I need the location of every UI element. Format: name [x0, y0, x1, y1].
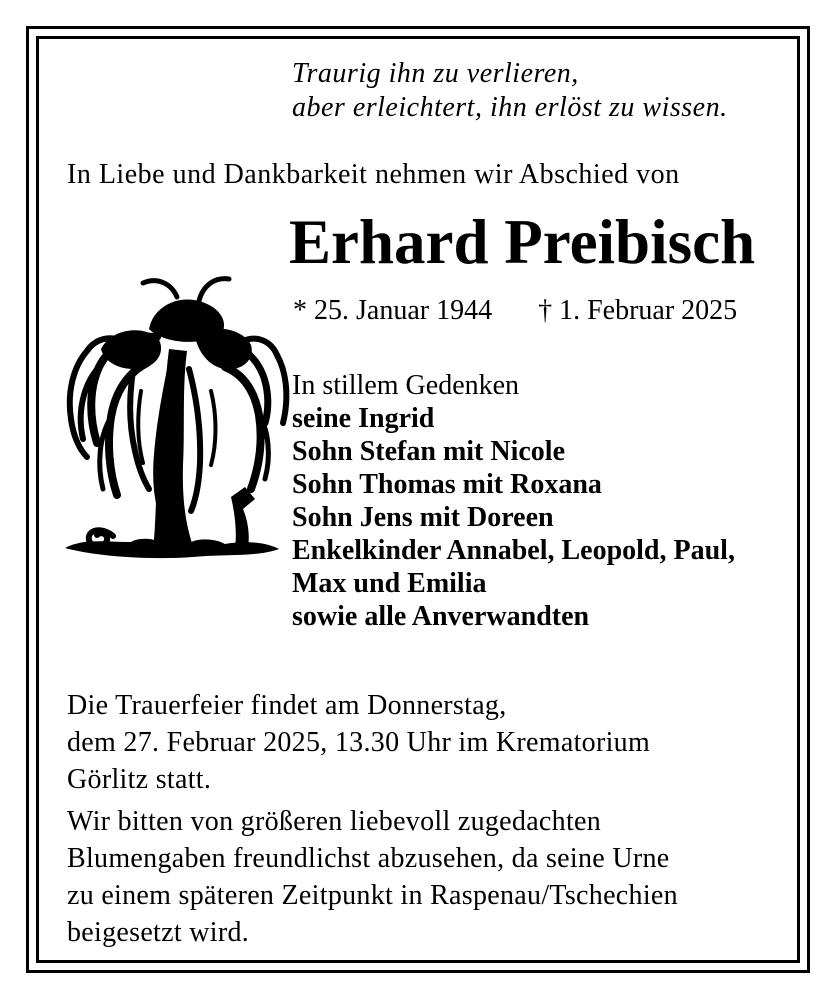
birth-date: * 25. Januar 1944: [293, 295, 493, 326]
funeral-line-2: dem 27. Februar 2025, 13.30 Uhr im Krematorium: [67, 727, 651, 758]
death-date: † 1. Februar 2025: [538, 295, 738, 326]
request-line-4: beigesetzt wird.: [67, 917, 250, 948]
request-line-3: zu einem späteren Zeitpunkt in Raspenau/Tschechien: [67, 880, 678, 911]
mourner-line: Sohn Thomas mit Roxana: [292, 469, 602, 500]
inner-border-frame: [36, 36, 800, 963]
request-line-1: Wir bitten von größeren liebevoll zugedachten: [67, 806, 602, 837]
flowers-request-paragraph: [67, 803, 678, 951]
weeping-willow-icon: [53, 251, 293, 571]
memorial-lead: In stillem Gedenken: [292, 370, 520, 401]
mourners-list: [292, 369, 735, 633]
mourner-line: sowie alle Anverwandten: [292, 601, 590, 632]
funeral-line-1: Die Trauerfeier findet am Donnerstag,: [67, 690, 507, 721]
outer-border-frame: [26, 26, 810, 973]
request-line-2: Blumengaben freundlichst abzusehen, da seine Urne: [67, 843, 670, 874]
deceased-name: Erhard Preibisch: [289, 207, 756, 277]
mourner-line: seine Ingrid: [292, 403, 435, 434]
funeral-info-paragraph: [67, 687, 650, 798]
funeral-line-3: Görlitz statt.: [67, 764, 212, 795]
life-dates: [293, 295, 737, 327]
mourner-line: Sohn Jens mit Doreen: [292, 502, 554, 533]
epigraph-line-2: aber erleichtert, ihn erlöst zu wissen.: [292, 92, 728, 123]
mourner-line: Enkelkinder Annabel, Leopold, Paul,: [292, 535, 735, 566]
mourner-line: Sohn Stefan mit Nicole: [292, 436, 565, 467]
intro-line: In Liebe und Dankbarkeit nehmen wir Abschied von: [67, 159, 680, 190]
epigraph: [292, 57, 728, 125]
epigraph-line-1: Traurig ihn zu verlieren,: [292, 58, 579, 89]
mourner-line: Max und Emilia: [292, 568, 487, 599]
